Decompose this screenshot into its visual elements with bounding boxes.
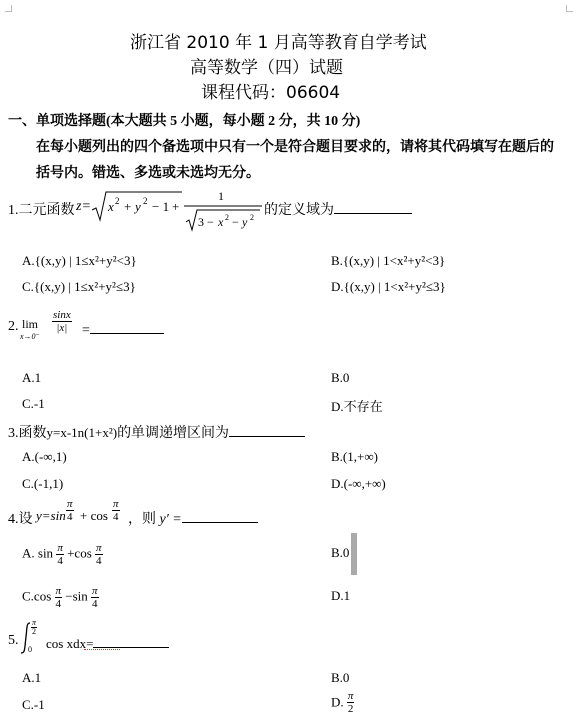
q2-lim: lim [22, 317, 39, 331]
q3-prefix: 3.函数 [8, 426, 47, 441]
q4c-f2-den: 4 [92, 598, 98, 610]
q4-option-c-sin: sin [72, 588, 88, 604]
q4c-f1-num: π [55, 585, 62, 597]
q5-option-b: B.0 [331, 670, 350, 685]
q2-suffix-text: = [82, 323, 90, 338]
q2-option-b: B.0 [331, 370, 350, 385]
q4-option-a-label: A. [22, 545, 35, 561]
svg-text:+: + [172, 199, 180, 214]
section-instruction-line2: 括号内。错选、多选或未选均无分。 [36, 166, 260, 181]
q5-prefix: 5. [8, 633, 19, 648]
q5-answer-blank [93, 633, 169, 648]
q4-suffix: ，则 [128, 512, 156, 527]
q3-option-c: C.(-1,1) [22, 476, 64, 491]
exam-title: 浙江省 2010 年 1 月高等教育自学考试 [130, 33, 427, 53]
q2-denominator: |x| [52, 321, 72, 334]
q4-frac2-num: π [113, 498, 119, 510]
q5-option-a: A.1 [22, 670, 42, 685]
svg-text:+: + [124, 199, 132, 214]
q5-lower-limit: 0 [28, 645, 32, 654]
q1-option-d: D.{(x,y) | 1<x²+y²≤3} [331, 279, 446, 294]
q1-suffix-text: 的定义域为 [264, 203, 334, 218]
svg-text:−: − [232, 215, 239, 229]
q3-suffix: 的单调递增区间为 [117, 426, 230, 441]
q4c-f2-num: π [92, 585, 98, 597]
q4-option-c [22, 585, 99, 610]
q4-frac1-den: 4 [67, 511, 73, 523]
q1-option-c: C.{(x,y) | 1≤x²+y²≤3} [22, 279, 136, 294]
q5-option-d [331, 690, 354, 715]
q1-answer-blank [334, 199, 412, 214]
q4-yprime: y′ = [159, 512, 182, 527]
q5-suffix: cos xdx= [46, 636, 94, 651]
page-corner-mark-left [5, 5, 12, 12]
q3-expression: y=x-1n(1+x²) [46, 425, 118, 440]
q3-option-a: A.(-∞,1) [22, 449, 67, 464]
svg-text:2: 2 [115, 196, 120, 206]
svg-text:− 1: − 1 [152, 199, 170, 214]
q1-formula [90, 188, 260, 232]
q4-y-sin: y=sin [36, 508, 66, 523]
svg-text:y: y [135, 199, 141, 214]
q2-option-a: A.1 [22, 370, 42, 385]
svg-text:2: 2 [143, 196, 148, 206]
svg-text:y: y [242, 215, 248, 229]
q2-lim-sub: x→0⁻ [20, 332, 40, 341]
q4-option-a-sin: sin [37, 545, 54, 561]
q1-prefix: 1.二元函数 [8, 203, 75, 218]
q4-option-b: B.0 [331, 545, 350, 560]
q4-prefix: 4.设 [8, 512, 33, 527]
q3-answer-blank [229, 422, 305, 437]
spellcheck-underline [84, 647, 120, 650]
q5d-den: 2 [347, 703, 354, 715]
q4-option-c-minus: − [65, 588, 73, 604]
svg-text:x: x [218, 215, 224, 229]
q4c-f1-den: 4 [55, 598, 62, 610]
q4a-f2-den: 4 [96, 555, 102, 567]
q4a-f1-den: 4 [57, 555, 63, 567]
page-corner-mark-right [566, 5, 573, 12]
q2-answer-blank [90, 319, 164, 334]
q4a-f2-num: π [96, 542, 102, 554]
q3-option-d: D.(-∞,+∞) [331, 476, 386, 491]
q3-line [8, 422, 305, 442]
q5-upper-limit [31, 618, 37, 636]
q5-upper-num: π [32, 617, 37, 627]
q5-upper-den: 2 [32, 626, 36, 636]
svg-text:1: 1 [218, 189, 224, 203]
q1-suffix [264, 199, 412, 219]
q4-option-a [22, 542, 103, 567]
q4-then [128, 508, 258, 528]
q2-option-c: C.-1 [22, 396, 45, 411]
q2-suffix [82, 319, 164, 339]
q2-numerator: sinx [53, 309, 71, 321]
q4-answer-blank [182, 508, 258, 523]
q2-prefix: 2. [8, 319, 19, 334]
q5-option-c: C.-1 [22, 697, 45, 712]
section-instruction-line1: 在每小题列出的四个备选项中只有一个是符合题目要求的，请将其代码填写在题后的 [36, 140, 554, 155]
q4-frac1 [66, 498, 74, 523]
svg-text:3 −: 3 − [198, 215, 214, 229]
q5-option-d-label: D. [331, 694, 344, 710]
cursor-highlight [351, 533, 357, 575]
q4-option-d: D.1 [331, 588, 351, 603]
svg-text:x: x [108, 199, 114, 214]
course-code: 课程代码：06604 [201, 83, 341, 103]
q2-frac [52, 309, 72, 334]
exam-subtitle: 高等数学（四）试题 [190, 58, 343, 78]
section-heading: 一、单项选择题(本大题共 5 小题，每小题 2 分，共 10 分) [8, 114, 361, 129]
q4-option-c-cos: cos [33, 588, 52, 604]
q5d-num: π [347, 690, 354, 702]
q4-frac2-den: 4 [113, 511, 119, 523]
q3-option-b: B.(1,+∞) [331, 449, 378, 464]
svg-text:2: 2 [250, 213, 254, 222]
q4-cos: + cos [80, 508, 108, 523]
q4-frac1-num: π [67, 498, 73, 510]
q4-frac2 [112, 498, 120, 523]
q4-option-a-cos: cos [74, 545, 92, 561]
q1-z: z= [76, 199, 91, 214]
q2-option-d: D.不存在 [331, 399, 383, 414]
q2-fraction [52, 309, 72, 334]
q4-option-a-plus: + [67, 545, 75, 561]
svg-text:2: 2 [225, 213, 229, 222]
q1-option-b: B.{(x,y) | 1<x²+y²<3} [331, 253, 446, 268]
q1-option-a: A.{(x,y) | 1≤x²+y²<3} [22, 253, 137, 268]
q4-option-c-label: C. [22, 588, 34, 604]
q4a-f1-num: π [57, 542, 63, 554]
